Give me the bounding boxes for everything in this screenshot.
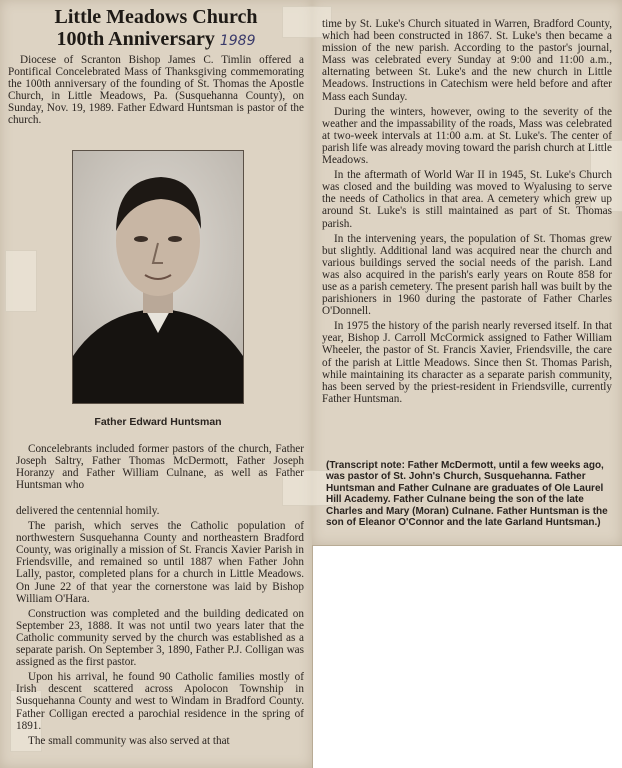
- photo-caption: Father Edward Huntsman: [94, 416, 222, 428]
- lead-text: Diocese of Scranton Bishop James C. Timlin offered a Pontifical Concelebrated Mass of Thanksgiving commemorating the 100th anniversary of the founding of St. Thomas the Apostle Church, in Little Meadows, Pa. (Susquehanna County), on Sunday, Nov. 19, 1989. Father Edward Huntsman is pastor of the church.: [8, 54, 304, 127]
- portrait-illustration: [73, 151, 243, 403]
- lead-paragraph: [8, 54, 304, 130]
- transcript-note: (Transcript note: Father McDermott, until a few weeks ago, was pastor of St. John's Church, Susquehanna. Father Huntsman and Father Culnane are graduates of Ole Laurel Hill Academy. Father Culnane being the son of the late Charles and Mary (Moran) Culnane. Father Huntsman is the son of Eleanor O'Connor and the late Garland Huntsman.): [326, 460, 608, 529]
- concelebrants-text: Concelebrants included former pastors of the church, Father Joseph Saltry, Father Thomas McDermott, Father Joseph Horanzy and Father William Culnane, as well as Father Huntsman who: [16, 443, 304, 492]
- body-paragraph: The parish, which serves the Catholic population of northwestern Susquehanna County and northeastern Bradford County, was originally a mission of St. Francis Xavier Parish in Friendsville, and remained so until 1887 when Father John Lally, pastor, completed plans for a church in Little Meadows. On June 22 of that year the cornerstone was laid by Bishop William O'Hara.: [16, 520, 304, 605]
- body-paragraph: Upon his arrival, he found 90 Catholic families mostly of Irish descent scattered across Apolocon Township in Susquehanna County and west to Windam in Bradford County. Father Colligan erected a parochial residence in the spring of 1891.: [16, 671, 304, 732]
- body-paragraph: The small community was also served at that: [28, 734, 230, 747]
- body-paragraph: In 1975 the history of the parish nearly reversed itself. In that year, Bishop J. Carroll McCormick assigned to Father William Wheeler, the pastor of St. Francis Xavier, Friendsville, the care of the parish at Little Meadows. Since then St. Thomas Parish, while maintaining its character as a separate parish community, has been served by the priest-resident in Friendsville, currently Father Huntsman.: [322, 320, 612, 405]
- body-paragraph: In the intervening years, the population of St. Thomas grew but slightly. Additional land was acquired near the church and various buildings served the social needs of the parish. Land was also acquired in the parish's early years on Route 858 for use as a parish cemetery. The present parish hall was built by the parishioners in 1960 during the pastorate of Father Charles O'Donnell.: [322, 232, 612, 318]
- body-paragraph: During the winters, however, owing to the severity of the weather and the impassability of the roads, Mass was celebrated at two-week intervals at 11:00 a.m. at St. Luke's. The center of parish life was already moving toward the parish church at Little Meadows.: [322, 105, 612, 167]
- article-body-left: [16, 505, 304, 750]
- portrait-photo: [72, 150, 244, 404]
- headline-line-2-text: 100th Anniversary: [56, 28, 215, 50]
- headline-line-1: Little Meadows Church: [54, 6, 258, 28]
- headline: [8, 6, 304, 52]
- body-paragraph: Construction was completed and the building dedicated on September 23, 1888. It was not until two years later that the Catholic community served by the church was established as a separate parish. On September 3, 1890, Father P.J. Colligan was assigned as the first pastor.: [16, 607, 304, 669]
- article-body-right: [322, 18, 612, 408]
- body-paragraph: delivered the centennial homily.: [16, 505, 160, 517]
- concelebrants-paragraph: [16, 443, 304, 494]
- headline-line-2: [8, 28, 304, 52]
- tape-strip: [5, 250, 37, 312]
- body-paragraph: In the aftermath of World War II in 1945, St. Luke's Church was closed and the building was moved to Wyalusing to serve the needs of Catholics in that area. A cemetery which grew up around St. Luke's is still maintained as part of St. Thomas parish.: [322, 169, 612, 230]
- handwritten-year: 1989: [219, 33, 256, 49]
- body-paragraph: time by St. Luke's Church situated in Warren, Bradford County, which had been constructed in 1867. St. Luke's then became a mission of the new parish. According to the pastor's journal, Mass was celebrated every Sunday at 9:00 and 11:00 a.m., alternating between St. Luke's and the new church in Little Meadows. Instructions in Catechism were held before and after Mass each Sunday.: [322, 18, 612, 103]
